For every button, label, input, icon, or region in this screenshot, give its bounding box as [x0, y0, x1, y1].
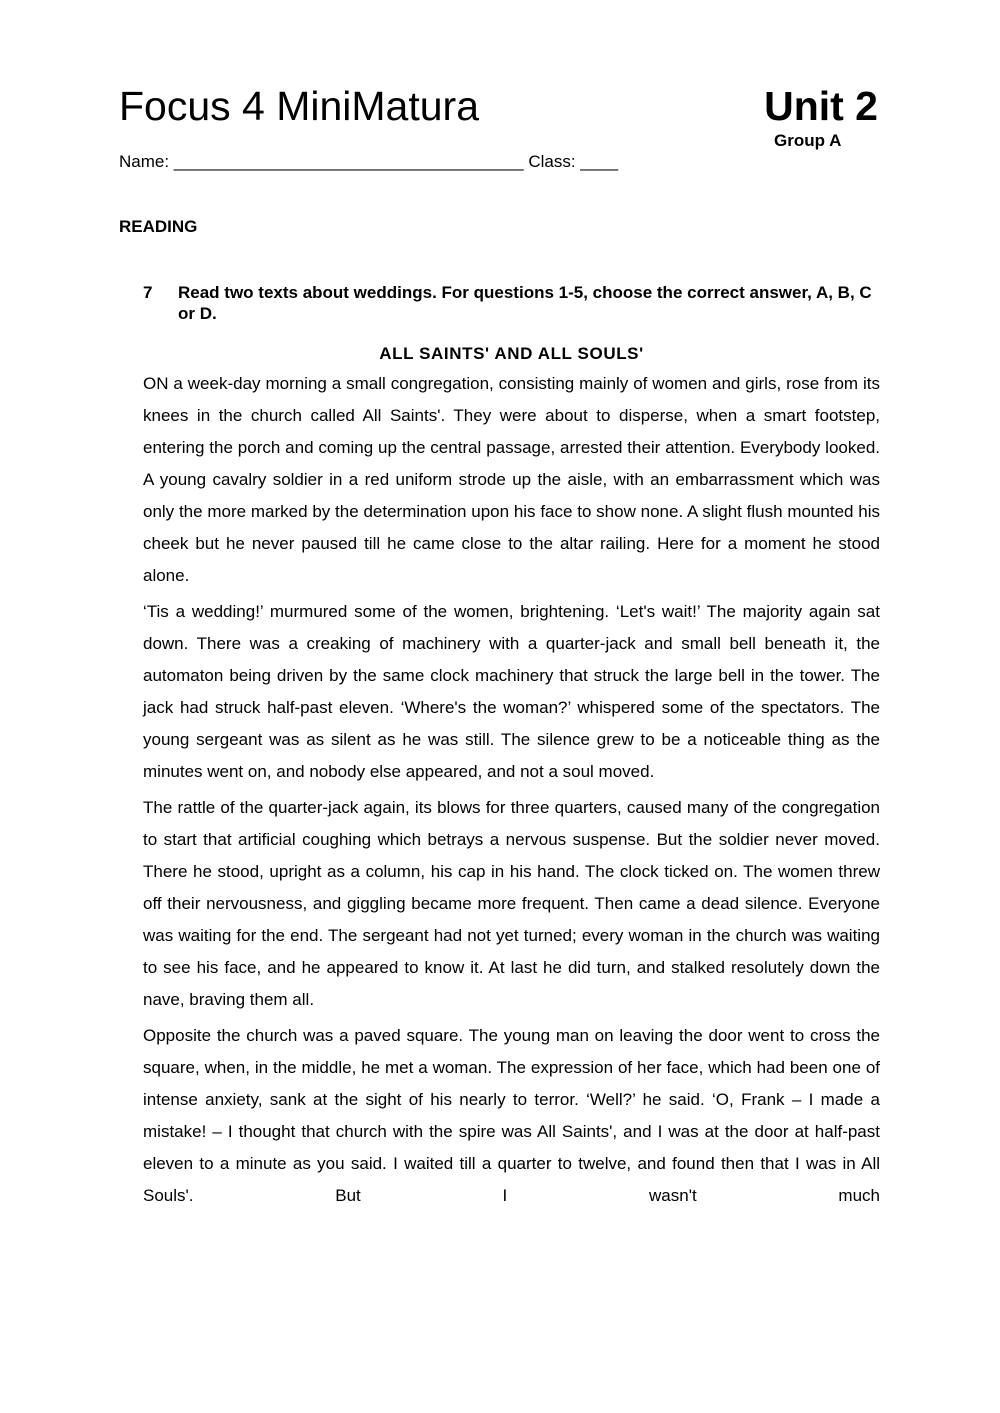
reading-text-title: ALL SAINTS' AND ALL SOULS' [379, 344, 644, 363]
section-heading-reading: READING [119, 217, 198, 236]
unit-title: Unit 2 [764, 83, 878, 129]
group-label: Group A [774, 131, 842, 150]
paragraph: The rattle of the quarter-jack again, its blows for three quarters, caused many of the congregation to start that artificial coughing which betrays a nervous suspense. But the soldier never moved. There he stood, upright as a column, his cap in his hand. The clock ticked on. The women threw off their nervousness, and giggling became more frequent. Then came a dead silence. Everyone was waiting for the end. The sergeant had not yet turned; every woman in the church was waiting to see his face, and he appeared to know it. At last he did turn, and stalked resolutely down the nave, braving them all. [143, 798, 880, 1009]
task-instruction-text: Read two texts about weddings. For questions 1-5, choose the correct answer, A, B, C or D. [178, 283, 872, 323]
document-title: Focus 4 MiniMatura [119, 83, 480, 129]
paragraph: ON a week-day morning a small congregation, consisting mainly of women and girls, rose from its knees in the church called All Saints'. They were about to disperse, when a smart footstep, entering the porch and coming up the central passage, arrested their attention. Everybody looked. A young cavalry soldier in a red uniform strode up the aisle, with an embarrassment which was only the more marked by the determination upon his face to show none. A slight flush mounted his cheek but he never paused till he came close to the altar railing. Here for a moment he stood alone. [143, 374, 880, 585]
task-instruction [143, 282, 883, 324]
paragraph: ‘Tis a wedding!’ murmured some of the women, brightening. ‘Let's wait!’ The majority again sat down. There was a creaking of machinery with a quarter-jack and small bell beneath it, the automaton being driven by the same clock machinery that struck the large bell in the tower. The jack had struck half-past eleven. ‘Where's the woman?’ whispered some of the spectators. The young sergeant was as silent as he was still. The silence grew to be a noticeable thing as the minutes went on, and nobody else appeared, and not a soul moved. [143, 602, 880, 781]
task-number: 7 [143, 283, 153, 302]
name-class-line: Name: _____________________________________ Class: ____ [119, 152, 619, 171]
reading-text-body [143, 368, 880, 1216]
paragraph: Opposite the church was a paved square. The young man on leaving the door went to cross the square, when, in the middle, he met a woman. The expression of her face, which had been one of intense anxiety, sank at the sight of his nearly to terror. ‘Well?’ he said. ‘O, Frank – I made a mistake! – I thought that church with the spire was All Saints', and I was at the door at half-past eleven to a minute as you said. I waited till a quarter to twelve, and found then that I was in All Souls'. But I wasn't much [143, 1026, 880, 1205]
